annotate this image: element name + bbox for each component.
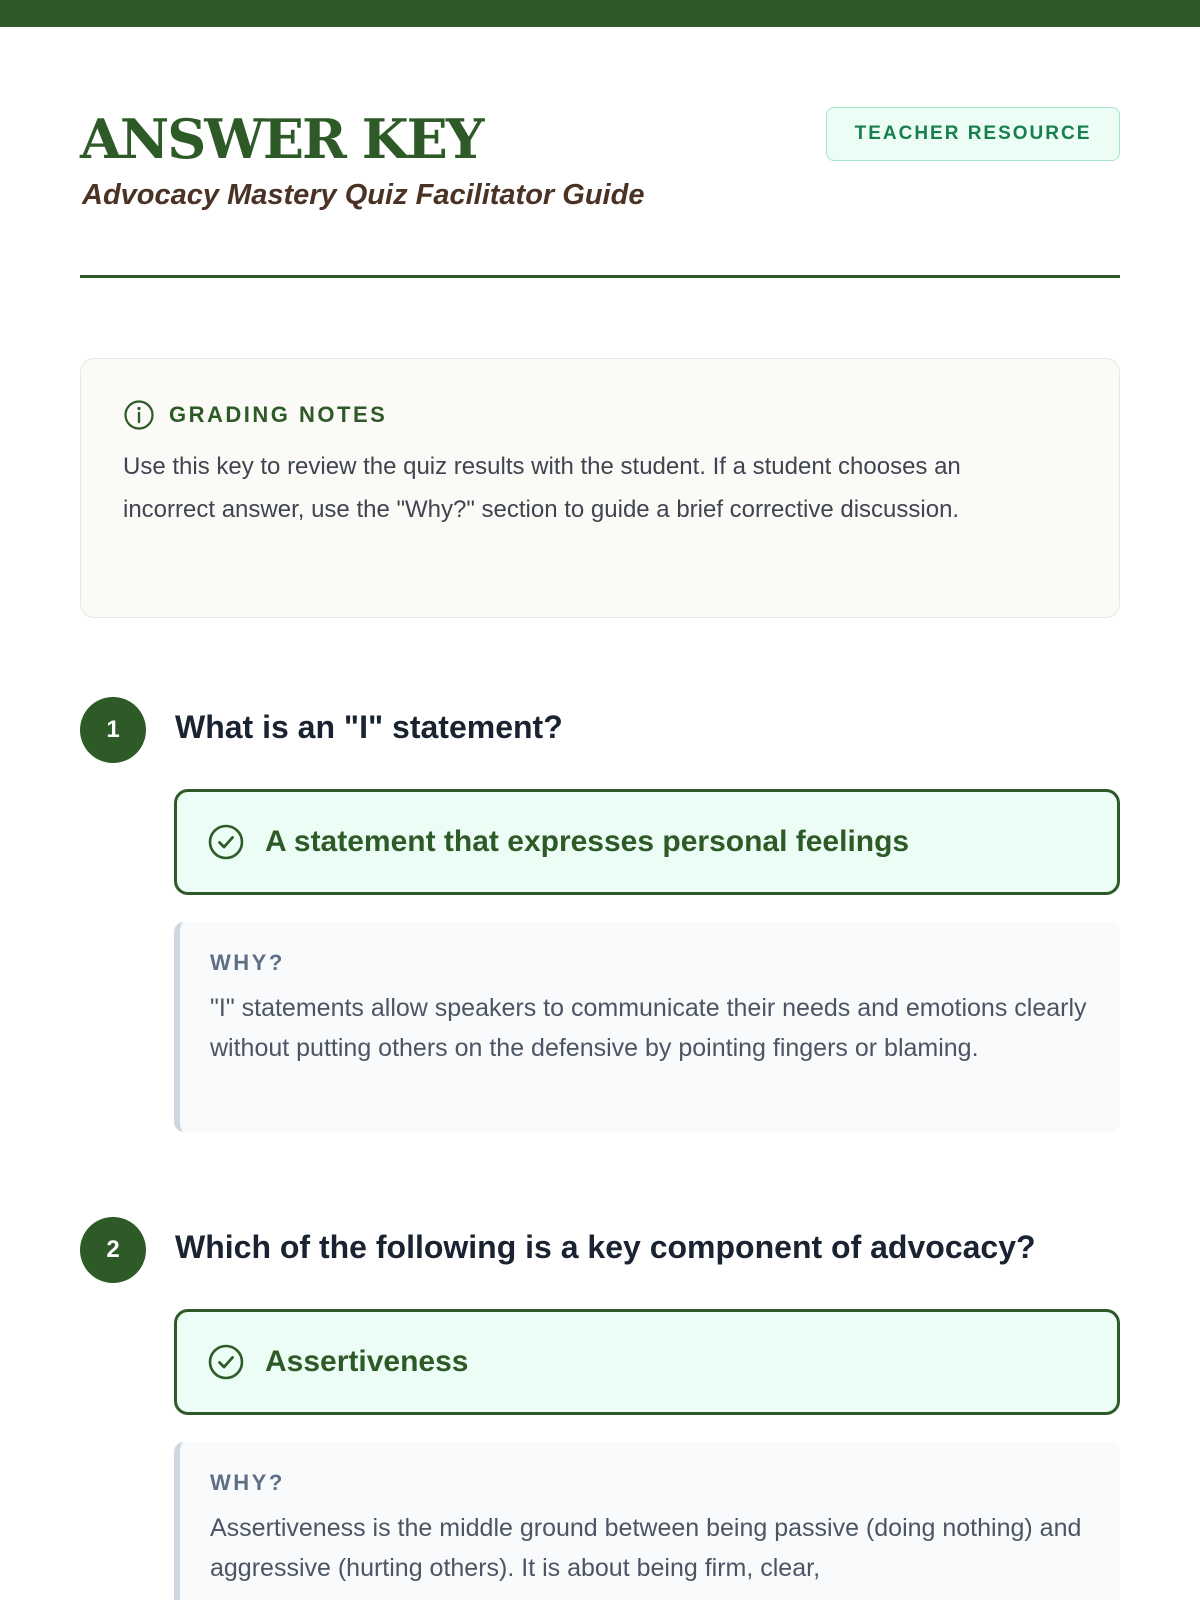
grading-notes-text: Use this key to review the quiz results with the student. If a student chooses an incorrect answer, use the "Why?" section to guide a brief corrective discussion.: [123, 453, 961, 523]
correct-answer-box: [174, 1309, 1120, 1415]
check-circle-icon: [207, 823, 245, 861]
why-label: WHY?: [210, 1470, 285, 1495]
correct-answer-text: Assertiveness: [265, 1345, 469, 1378]
why-explanation-text: Assertiveness is the middle ground between being passive (doing nothing) and aggressive (hurting others). It is about being firm, clear,: [210, 1514, 1082, 1582]
why-explanation-box: [174, 1442, 1120, 1600]
grading-notes-header: [123, 399, 387, 431]
top-accent-bar: [0, 0, 1200, 27]
teacher-resource-badge: TEACHER RESOURCE: [826, 107, 1120, 161]
grading-notes-panel: [80, 358, 1120, 618]
correct-answer-text: A statement that expresses personal feelings: [265, 825, 910, 858]
grading-notes-title: GRADING NOTES: [169, 402, 388, 427]
question-number-badge: 2: [80, 1217, 146, 1283]
page-subtitle: Advocacy Mastery Quiz Facilitator Guide: [82, 179, 645, 211]
check-circle-icon: [207, 1343, 245, 1381]
answer-key-page: [80, 27, 1120, 1582]
why-explanation-box: [174, 922, 1120, 1132]
info-circle-icon: [123, 399, 155, 431]
question-text: What is an "I" statement?: [175, 709, 563, 745]
question-text: Which of the following is a key component of advocacy?: [175, 1229, 1036, 1265]
why-explanation-text: "I" statements allow speakers to communicate their needs and emotions clearly without putting others on the defensive by pointing fingers or blaming.: [210, 994, 1087, 1062]
correct-answer-box: [174, 789, 1120, 895]
why-label: WHY?: [210, 950, 285, 975]
question-number-badge: 1: [80, 697, 146, 763]
page-header: [80, 27, 1120, 278]
page-title: ANSWER KEY: [80, 107, 483, 171]
